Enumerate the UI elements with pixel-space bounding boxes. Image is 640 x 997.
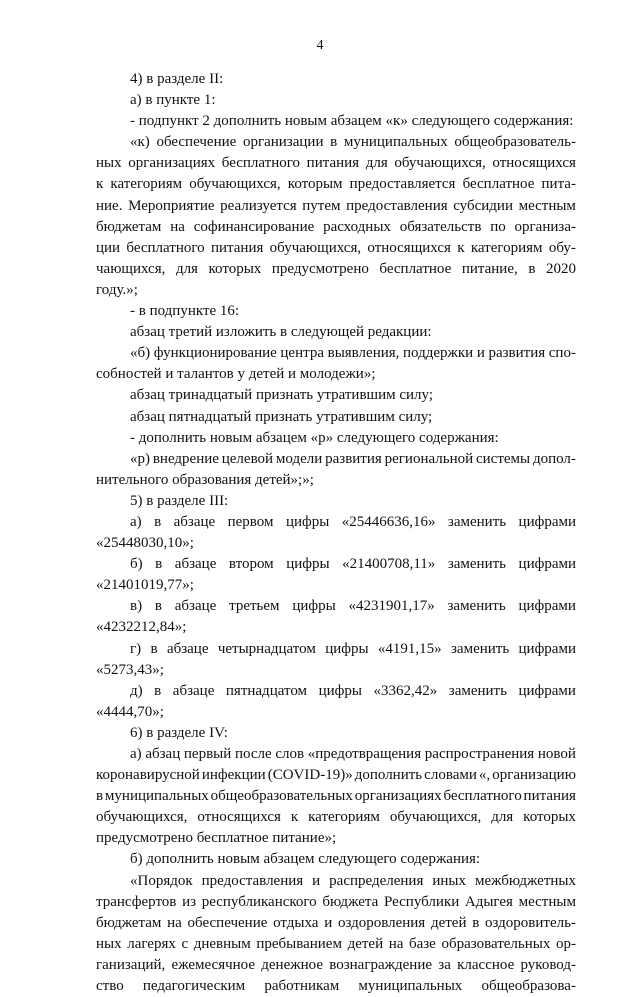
word: допол- — [532, 450, 576, 467]
word: вознаграждение — [329, 956, 433, 973]
word: оздоровления — [337, 914, 426, 931]
word: инфекции — [201, 767, 266, 784]
text-line — [96, 892, 576, 913]
text-line — [96, 259, 576, 280]
word: пита- — [541, 176, 576, 193]
word: «3362,42» — [373, 682, 438, 699]
text-line: нительного образования детей»;»; — [96, 471, 314, 488]
word: для — [175, 260, 198, 277]
word: (COVID-19)» — [267, 767, 353, 784]
text-line — [96, 976, 576, 997]
text-line — [96, 955, 576, 976]
word: словами — [424, 767, 477, 784]
word: заменить — [447, 598, 506, 615]
text-line — [96, 596, 576, 617]
word: на — [167, 914, 182, 931]
word: дневным — [193, 935, 251, 952]
word: в — [150, 640, 158, 657]
word: цифры — [325, 640, 369, 657]
word: питания — [306, 155, 360, 172]
word: бесплатного — [126, 239, 205, 256]
word: «б) — [130, 345, 151, 362]
text-line: - в подпункте 16: — [130, 303, 240, 320]
word: к — [96, 176, 104, 193]
word: обучающихся, — [189, 176, 281, 193]
word: муниципальных — [104, 788, 209, 805]
text-line: «4232212,84»; — [96, 619, 187, 636]
word: педагогическим — [142, 978, 246, 995]
word: «Порядок — [130, 872, 193, 889]
word: цифрами — [518, 598, 576, 615]
word: денежное — [261, 956, 323, 973]
word: Республики — [383, 893, 460, 910]
word: г) — [130, 640, 142, 657]
word: в — [472, 914, 480, 931]
word: предоставления — [201, 872, 304, 889]
text-line: «25448030,10»; — [96, 535, 194, 552]
text-line: абзац третий изложить в следующей редакции: — [130, 324, 432, 341]
word: спо- — [548, 345, 576, 362]
word: категориям — [308, 809, 380, 826]
word: ство — [96, 978, 124, 995]
text-line: 4) в разделе II: — [130, 71, 224, 87]
word: классное — [457, 956, 515, 973]
word: к — [457, 239, 465, 256]
text-line: б) дополнить новым абзацем следующего содержания: — [130, 851, 481, 868]
word: из — [182, 893, 197, 910]
word: бюджетам — [96, 914, 162, 931]
word: которых — [523, 809, 576, 826]
word: общеобразова- — [481, 978, 576, 995]
word: относящихся — [492, 155, 576, 172]
word: муниципальных — [343, 134, 448, 151]
word: реализуется — [220, 197, 297, 214]
word: бесплатного — [443, 788, 522, 805]
word: цифрами — [518, 556, 576, 573]
word: «4191,15» — [377, 640, 442, 657]
word: региональной — [384, 450, 474, 467]
text-line — [96, 871, 576, 892]
text-line — [96, 807, 576, 828]
word: Адыгея — [464, 893, 513, 910]
word: руковод- — [520, 956, 576, 973]
word: первом — [227, 513, 274, 530]
word: цифры — [286, 556, 330, 573]
word: для — [491, 809, 514, 826]
word: расходных — [323, 218, 391, 235]
word: модели — [275, 450, 323, 467]
word: ор- — [555, 935, 576, 952]
word: лагерях — [127, 935, 176, 952]
word: б) — [130, 556, 143, 573]
word: пребыванием — [256, 935, 342, 952]
word: детей — [347, 935, 384, 952]
text-line — [96, 153, 576, 174]
word: цифрами — [518, 640, 576, 657]
word: заменить — [447, 556, 507, 573]
word: ганизаций, — [96, 956, 166, 973]
word: категориям — [470, 239, 543, 256]
word: детей — [430, 914, 467, 931]
text-line: предусмотрено бесплатное питание»; — [96, 830, 337, 847]
word: которых — [208, 260, 262, 277]
word: «к) — [130, 134, 150, 151]
text-line — [96, 132, 576, 153]
word: относящихся — [367, 239, 451, 256]
word: «25446636,16» — [341, 513, 436, 530]
word: развития — [325, 450, 382, 467]
word: базе — [408, 935, 436, 952]
word: субсидии — [453, 197, 513, 214]
text-line — [96, 343, 576, 364]
text-line: году.»; — [96, 281, 138, 298]
text-line — [96, 217, 576, 238]
word: абзаце — [172, 682, 215, 699]
word: заменить — [448, 682, 507, 699]
word: цифры — [292, 598, 336, 615]
word: питания — [210, 239, 264, 256]
word: ции — [96, 239, 121, 256]
word: в — [155, 556, 163, 573]
text-line — [96, 681, 576, 702]
text-line: собностей и талантов у детей и молодежи»; — [96, 366, 376, 383]
word: образовательных — [441, 935, 551, 952]
word: абзаце — [166, 640, 209, 657]
word: ние. — [96, 197, 123, 214]
word: заменить — [447, 513, 507, 530]
word: бюджетам — [96, 218, 162, 235]
word: работникам — [264, 978, 340, 995]
word: цифрами — [518, 513, 576, 530]
word: втором — [228, 556, 274, 573]
word: обучающихся, — [269, 239, 362, 256]
text-line: «21401019,77»; — [96, 577, 194, 594]
text-line — [96, 196, 576, 217]
word: бесплатное — [379, 260, 452, 277]
word: обу- — [548, 239, 576, 256]
word: поддержки — [403, 345, 474, 362]
word: развития — [488, 345, 546, 362]
word: в) — [130, 598, 143, 615]
word: республиканского — [201, 893, 317, 910]
text-line — [96, 174, 576, 195]
word: а) — [130, 746, 142, 762]
word: после — [234, 746, 272, 762]
word: организацию — [492, 767, 576, 784]
page-number: 4 — [316, 38, 324, 53]
word: заменить — [451, 640, 510, 657]
word: системы — [476, 450, 531, 467]
word: межбюджетных — [474, 872, 576, 889]
word: чающихся, — [96, 260, 166, 277]
word: 2020 — [545, 260, 576, 277]
word: внедрение — [152, 450, 219, 467]
word: организации — [242, 134, 324, 151]
text-line — [96, 554, 576, 575]
text-line — [96, 913, 576, 934]
text-line — [96, 744, 576, 765]
word: ежемесячное — [171, 956, 256, 973]
word: организациях — [128, 155, 216, 172]
word: с — [181, 935, 189, 952]
text-line: а) в пункте 1: — [130, 92, 216, 109]
text-line: - дополнить новым абзацем «р» следующего содержания: — [130, 429, 499, 446]
word: которым — [287, 176, 343, 193]
word: абзаце — [174, 598, 217, 615]
word: питания — [523, 788, 576, 805]
word: оздоровитель- — [485, 914, 576, 931]
word: общеобразовательных — [210, 788, 353, 805]
word: бюджета — [322, 893, 379, 910]
word: абзаце — [174, 556, 217, 573]
word: в — [528, 260, 536, 277]
word: к — [290, 809, 299, 826]
word: дополнить — [354, 767, 423, 784]
text-line — [96, 512, 576, 533]
word: первый — [183, 746, 232, 762]
word: предоставления — [346, 197, 448, 214]
word: и — [324, 914, 333, 931]
word: обеспечение — [187, 914, 268, 931]
word: по — [490, 218, 506, 235]
word: предоставляется — [349, 176, 456, 193]
text-line — [96, 449, 576, 470]
text-line — [96, 765, 576, 786]
text-line: абзац тринадцатый признать утратившим силу; — [130, 387, 433, 404]
word: относящихся — [197, 809, 281, 826]
word: «4231901,17» — [348, 598, 435, 615]
word: распространения — [424, 746, 535, 762]
word: для — [365, 155, 388, 172]
text-line: «4444,70»; — [96, 703, 164, 720]
text-line — [96, 639, 576, 660]
word: пятнадцатом — [225, 682, 308, 699]
word: новой — [537, 746, 576, 762]
word: «, — [478, 767, 491, 784]
word: третьем — [229, 598, 280, 615]
word: распределения — [329, 872, 424, 889]
word: за — [438, 956, 451, 973]
word: обязательств — [399, 218, 482, 235]
word: общеобразователь- — [454, 134, 576, 151]
word: абзац — [145, 746, 181, 762]
word: в — [154, 513, 162, 530]
word: в — [154, 682, 162, 699]
word: четырнадцатом — [217, 640, 316, 657]
text-line: «5273,43»; — [96, 661, 164, 678]
word: муниципальных — [358, 978, 463, 995]
word: а) — [130, 513, 142, 530]
word: обеспечение — [156, 134, 237, 151]
word: предусмотрено — [271, 260, 369, 277]
word: функционирование — [153, 345, 277, 362]
text-line — [96, 934, 576, 955]
word: категориям — [110, 176, 183, 193]
word: питание, — [461, 260, 518, 277]
word: местным — [518, 893, 576, 910]
word: центра — [280, 345, 324, 362]
word: организа- — [514, 218, 576, 235]
word: на — [388, 935, 404, 952]
word: обучающихся, — [389, 809, 482, 826]
word: организациях — [354, 788, 442, 805]
word: трансфертов — [96, 893, 177, 910]
document-body — [96, 69, 576, 997]
word: Мероприятие — [128, 197, 215, 214]
text-line: - подпункт 2 дополнить новым абзацем «к» следующего содержания: — [130, 113, 574, 130]
word: обучающихся, — [96, 809, 188, 826]
word: целевой — [221, 450, 274, 467]
word: путем — [302, 197, 341, 214]
word: д) — [130, 682, 143, 699]
word: цифрами — [518, 682, 576, 699]
word: ных — [96, 155, 122, 172]
word: софинансирование — [193, 218, 315, 235]
word: в — [154, 598, 162, 615]
text-line: абзац пятнадцатый признать утратившим силу; — [130, 408, 433, 425]
word: и — [312, 872, 321, 889]
word: обучающихся, — [394, 155, 486, 172]
word: ных — [96, 935, 122, 952]
text-line: 6) в разделе IV: — [130, 724, 228, 741]
word: выявления, — [327, 345, 400, 362]
word: бесплатное — [462, 176, 535, 193]
text-line — [96, 786, 576, 807]
word: «р) — [130, 450, 150, 467]
word: и — [476, 345, 485, 362]
word: цифры — [318, 682, 362, 699]
text-line: 5) в разделе III: — [130, 492, 229, 509]
text-line — [96, 238, 576, 259]
word: «21400708,11» — [342, 556, 436, 573]
word: на — [170, 218, 185, 235]
word: коронавирусной — [96, 767, 200, 784]
word: местным — [518, 197, 576, 214]
word: иных — [432, 872, 466, 889]
word: «предотвращения — [307, 746, 422, 762]
word: абзаце — [173, 513, 216, 530]
word: цифры — [285, 513, 330, 530]
word: бесплатного — [221, 155, 301, 172]
word: отдыха — [273, 914, 319, 931]
word: слов — [275, 746, 305, 762]
word: в — [330, 134, 338, 151]
word: в — [96, 788, 104, 805]
